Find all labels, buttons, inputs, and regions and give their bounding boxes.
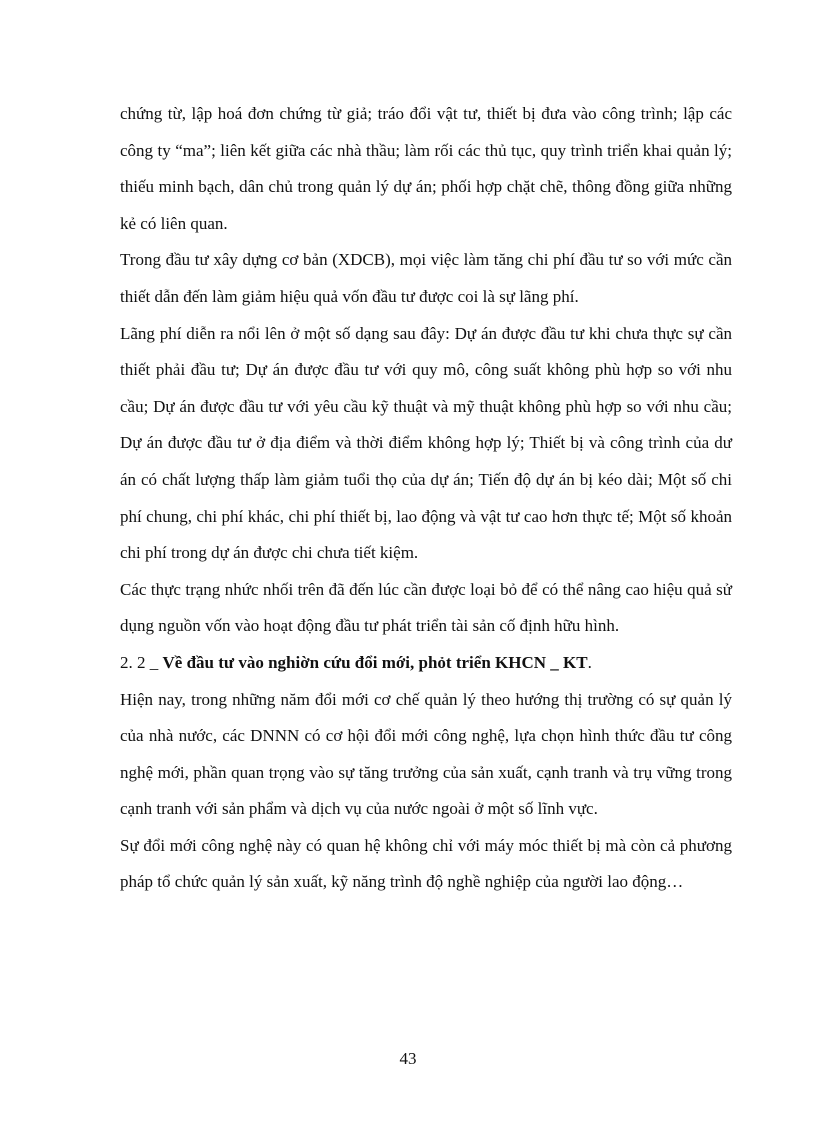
paragraph-technology-scope: Sự đổi mới công nghệ này có quan hệ không chỉ với máy móc thiết bị mà còn cả phương pháp tổ chức quản lý sản xuất, kỹ năng trình độ nghề nghiệp của người lao động… [120, 835, 732, 892]
paragraph-waste-elimination: Các thực trạng nhức nhối trên đã đến lúc cần được loại bỏ để có thể nâng cao hiệu quả sử dụng nguồn vốn vào hoạt động đầu tư phát triển tài sản cố định hữu hình. [120, 579, 732, 636]
section-number: 2. 2 _ [120, 652, 163, 672]
section-heading [120, 645, 732, 682]
paragraph-waste-methods: chứng từ, lập hoá đơn chứng từ giả; tráo đổi vật tư, thiết bị đưa vào công trình; lập các công ty “ma”; liên kết giữa các nhà thầu; làm rối các thủ tục, quy trình triển khai quản lý; thiếu minh bạch, dân chủ trong quản lý dự án; phối hợp chặt chẽ, thông đồng giữa những kẻ có liên quan. [120, 104, 732, 233]
page-number: 43 [399, 1049, 417, 1068]
section-title: Về đầu tư vào nghiờn cứu đổi mới, phỏt triển KHCN _ KT [162, 652, 588, 672]
paragraph-technology-renewal: Hiện nay, trong những năm đổi mới cơ chế quản lý theo hướng thị trường có sự quản lý của nhà nước, các DNNN có cơ hội đổi mới công nghệ, lựa chọn hình thức đầu tư công nghệ mới, phần quan trọng vào sự tăng trưởng của sản xuất, cạnh tranh và trụ vững trong cạnh tranh với sản phẩm và dịch vụ của nước ngoài ở một số lĩnh vực. [120, 689, 732, 819]
paragraph-waste-forms: Lãng phí diễn ra nổi lên ở một số dạng sau đây: Dự án được đầu tư khi chưa thực sự cần thiết phải đầu tư; Dự án được đầu tư với quy mô, công suất không phù hợp so với nhu cầu; Dự án được đầu tư với yêu cầu kỹ thuật và mỹ thuật không phù hợp so với nhu cầu; Dự án được đầu tư ở địa điểm và thời điểm không hợp lý; Thiết bị và công trình của dư án có chất lượng thấp làm giảm tuổi thọ của dự án; Tiến độ dự án bị kéo dài; Một số chi phí chung, chi phí khác, chi phí thiết bị, lao động và vật tư cao hơn thực tế; Một số khoản chi phí trong dự án được chi chưa tiết kiệm. [120, 323, 732, 563]
section-title-period: . [587, 652, 592, 672]
page-body [120, 96, 732, 901]
paragraph-xdcb-waste-definition: Trong đầu tư xây dựng cơ bản (XDCB), mọi việc làm tăng chi phí đầu tư so với mức cần thiết dẫn đến làm giảm hiệu quả vốn đầu tư được coi là sự lãng phí. [120, 250, 732, 306]
